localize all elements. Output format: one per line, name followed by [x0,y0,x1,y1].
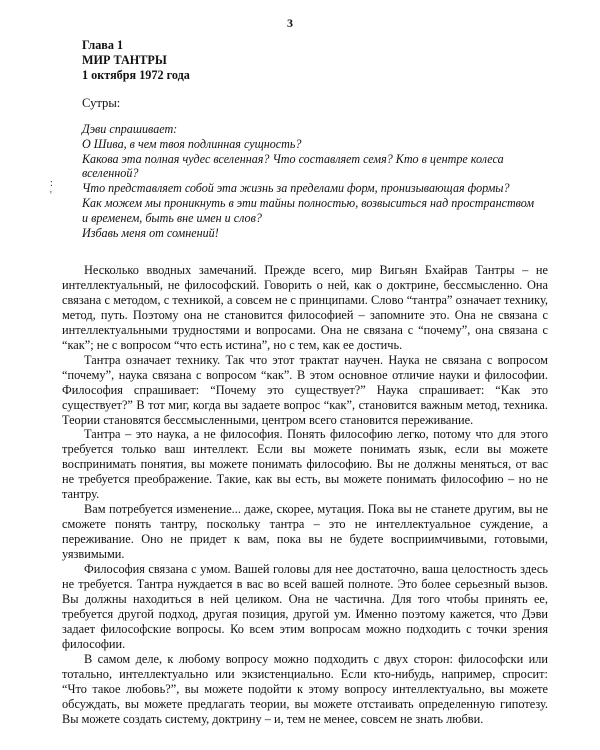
paragraph: Несколько вводных замечаний. Прежде всего, мир Вигьян Бхайрав Тантры – не интеллектуальный, не философский. Говорить о ней, как о доктрине, бессмысленно. Она связана с методом, с техникой, а совсем не с принципами. Слово “тантра” означает технику, метод, путь. Поэтому она не становится философией – запомните это. Она не связана с интеллектуальными трудностями и вопросами. Она не связана с “почему”, она связана с “как”; не с вопросом “что есть истина”, но с тем, как ее достичь. [62,263,548,352]
quote-line: Какова эта полная чудес вселенная? Что составляет семя? Кто в центре колеса вселенной? [82,151,504,181]
quote-line: Что представляет собой эта жизнь за пределами форм, пронизывающая формы? [82,181,510,196]
chapter-date: 1 октября 1972 года [82,68,190,82]
margin-marks: : ' [50,178,53,201]
quote-line: Как можем мы проникнуть в эти тайны полностью, возвыситься над пространством и временем, быть вне имен и слов? [82,195,535,225]
sutras-quotes [82,122,542,240]
paragraph: В самом деле, к любому вопросу можно подходить с двух сторон: философски или тотально, интеллектуально или экзистенциально. Если кто-нибудь, например, спросит: “Что такое любовь?”, вы можете подойти к этому вопросу интеллектуально, вы можете обсуждать, вы можете предлагать теории, вы можете отстаивать определенную гипотезу. Вы можете создать систему, доктрину – и, тем не менее, совсем не знать любви. [62,651,548,726]
quote-line: Избавь меня от сомнений! [82,225,219,240]
sutras-label: Сутры: [82,96,121,110]
paragraph: Тантра означает технику. Так что этот трактат научен. Наука не связана с вопросом “почему”, наука связана с вопросом “как”. В этом основное отличие науки и философии. Философия спрашивает: “Почему это существует?” Наука спрашивает: “Как это существует?” В тот миг, когда вы задаете вопрос “как”, становится важным метод, техника. Теории становятся бессмысленными, центром всего становится переживание. [62,352,548,427]
body-text [62,263,548,727]
page-number: 3 [287,16,293,30]
paragraph: Вам потребуется изменение... даже, скорее, мутация. Пока вы не станете другим, вы не сможете понять тантру, поскольку тантра – это не интеллектуальное суждение, а переживание. Оно не придет к вам, пока вы не будете восприимчивыми, готовыми, уязвимыми. [62,502,548,562]
chapter-label: Глава 1 [82,38,124,52]
quote-line: Дэви спрашивает: [82,122,178,136]
paragraph: Тантра – это наука, а не философия. Понять философию легко, потому что для этого требуется только ваш интеллект. Если вы можете понимать язык, если вы можете воспринимать понятия, вы можете понимать философию. Вы не должны меняться, от вас не требуется преображение. Такие, как вы есть, вы можете понимать философию – но не тантру. [62,427,548,502]
chapter-header [82,38,542,83]
paragraph: Философия связана с умом. Вашей головы для нее достаточно, ваша целостность здесь не требуется. Тантра нуждается в вас во всей вашей полноте. Это более серьезный вызов. Вы должны находиться в ней целиком. Она не частична. Для того чтобы принять ее, требуется другой подход, другая позиция, другой ум. Именно поэтому кажется, что Дэви задает философские вопросы. Ко всем этим вопросам можно подходить с точки зрения философии. [62,562,548,651]
chapter-title: МИР ТАНТРЫ [82,53,167,67]
quote-line: О Шива, в чем твоя подлинная сущность? [82,136,302,151]
